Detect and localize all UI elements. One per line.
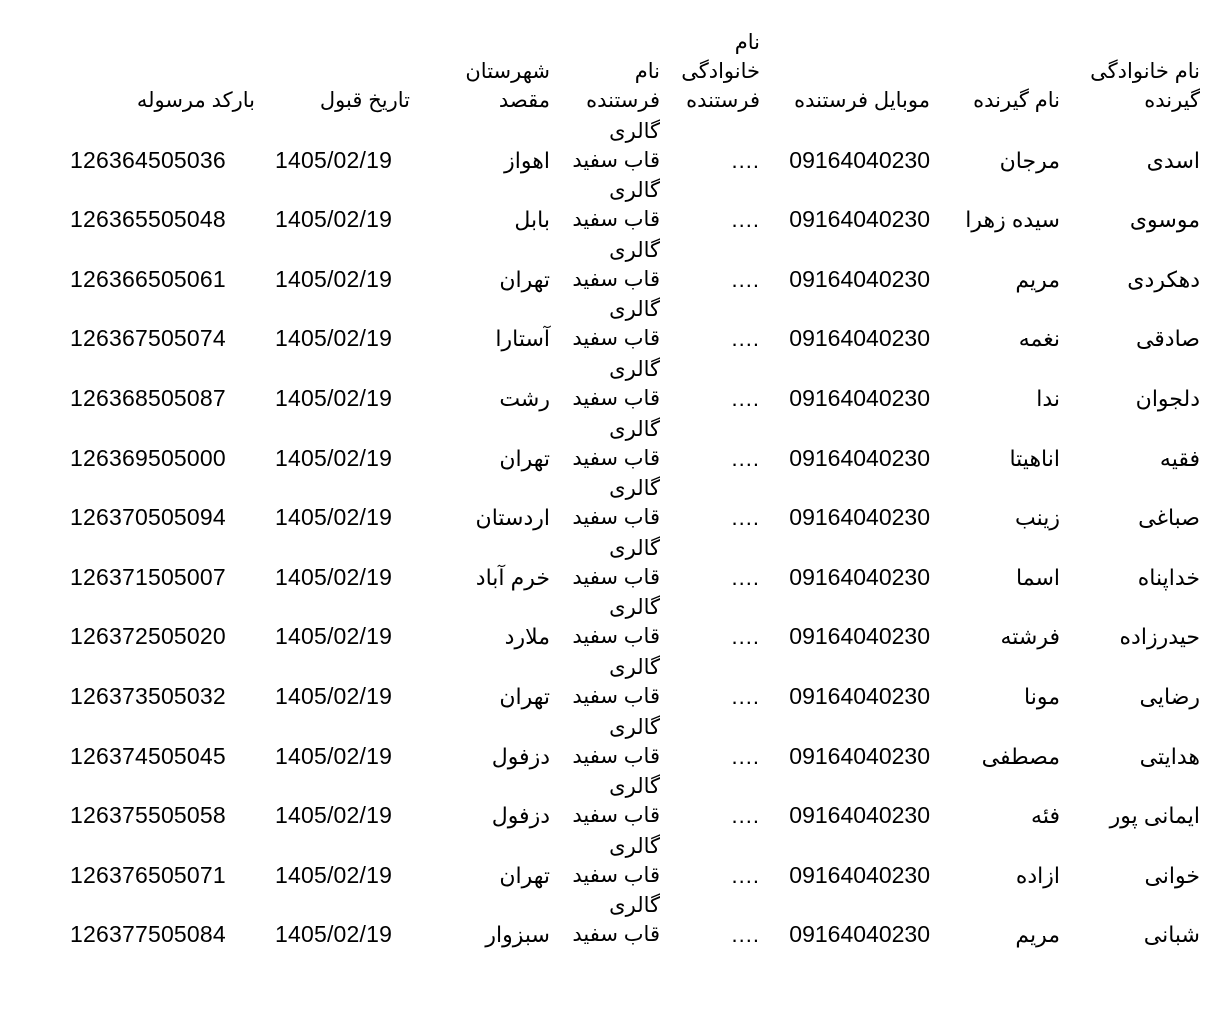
cell-sender-family: .... (731, 624, 760, 650)
header-accept-date: تاریخ قبول (319, 89, 410, 112)
cell-receiver-family: دهکردی (1127, 266, 1200, 292)
cell-accept-date: 1405/02/19 (275, 802, 393, 829)
cell-destination-city: دزفول (491, 803, 550, 829)
cell-sender-mobile: 09164040230 (789, 265, 930, 292)
cell-sender-family: .... (731, 385, 760, 411)
cell-barcode: 126377505084 (70, 921, 226, 948)
header-sender-name: نام فرستنده (586, 60, 660, 112)
cell-accept-date: 1405/02/19 (275, 444, 393, 471)
cell-sender-name: گالری قاب سفید (572, 834, 660, 887)
cell-receiver-family: ایمانی پور (1109, 803, 1200, 829)
cell-receiver-name: مریم (1015, 922, 1060, 948)
cell-destination-city: بابل (514, 207, 550, 233)
cell-sender-family: .... (731, 862, 760, 888)
cell-receiver-family: خداپناه (1137, 564, 1200, 590)
cell-barcode: 126364505036 (70, 146, 226, 173)
header-receiver-name: نام گیرنده (973, 89, 1060, 112)
table-row (60, 890, 1210, 950)
cell-barcode: 126369505000 (70, 444, 226, 471)
table-row (60, 115, 1210, 175)
table-row (60, 711, 1210, 771)
cell-destination-city: تهران (499, 445, 550, 471)
shipments-table (60, 28, 1210, 949)
cell-destination-city: دزفول (491, 743, 550, 769)
cell-destination-city: رشت (499, 385, 550, 411)
cell-destination-city: تهران (499, 266, 550, 292)
cell-accept-date: 1405/02/19 (275, 921, 393, 948)
cell-accept-date: 1405/02/19 (275, 563, 393, 590)
cell-barcode: 126374505045 (70, 742, 226, 769)
table-body (60, 115, 1210, 949)
cell-receiver-name: مرجان (999, 147, 1060, 173)
cell-barcode: 126372505020 (70, 623, 226, 650)
cell-receiver-family: صادقی (1135, 326, 1200, 352)
header-sender-mobile: موبایل فرستنده (794, 89, 930, 112)
cell-sender-mobile: 09164040230 (789, 384, 930, 411)
cell-sender-name: گالری قاب سفید (572, 477, 660, 530)
cell-receiver-family: صباغی (1138, 505, 1200, 531)
cell-accept-date: 1405/02/19 (275, 325, 393, 352)
cell-sender-mobile: 09164040230 (789, 921, 930, 948)
table-row (60, 234, 1210, 294)
cell-accept-date: 1405/02/19 (275, 384, 393, 411)
cell-sender-mobile: 09164040230 (789, 504, 930, 531)
cell-receiver-family: شبانی (1143, 922, 1200, 948)
cell-sender-mobile: 09164040230 (789, 206, 930, 233)
cell-sender-mobile: 09164040230 (789, 563, 930, 590)
cell-sender-family: .... (731, 266, 760, 292)
cell-receiver-name: زینب (1015, 505, 1060, 531)
cell-sender-family: .... (731, 803, 760, 829)
cell-receiver-family: فقیه (1159, 445, 1200, 471)
cell-sender-family: .... (731, 743, 760, 769)
shipments-table-container (60, 28, 1210, 949)
cell-destination-city: اهواز (504, 147, 550, 173)
cell-sender-family: .... (731, 564, 760, 590)
cell-sender-mobile: 09164040230 (789, 742, 930, 769)
header-destination-city: شهرستان مقصد (465, 60, 550, 112)
cell-sender-name: گالری قاب سفید (572, 238, 660, 291)
cell-accept-date: 1405/02/19 (275, 742, 393, 769)
cell-receiver-name: اناهیتا (1009, 445, 1060, 471)
cell-sender-mobile: 09164040230 (789, 682, 930, 709)
header-row (60, 28, 1210, 115)
header-barcode: بارکد مرسوله (136, 89, 255, 112)
cell-receiver-name: اسما (1016, 564, 1060, 590)
cell-sender-family: .... (731, 683, 760, 709)
cell-sender-mobile: 09164040230 (789, 802, 930, 829)
cell-sender-name: گالری قاب سفید (572, 119, 660, 172)
cell-barcode: 126366505061 (70, 265, 226, 292)
cell-receiver-name: مصطفی (981, 743, 1060, 769)
cell-destination-city: خرم آباد (475, 564, 550, 590)
table-row (60, 592, 1210, 652)
cell-sender-mobile: 09164040230 (789, 325, 930, 352)
cell-sender-family: .... (731, 922, 760, 948)
table-row (60, 294, 1210, 354)
table-row (60, 175, 1210, 235)
cell-receiver-family: رضایی (1139, 683, 1200, 709)
cell-receiver-family: هدایتی (1139, 743, 1200, 769)
header-receiver-family: نام خانوادگی گیرنده (1090, 60, 1200, 112)
table-row (60, 771, 1210, 831)
cell-receiver-name: فرشته (1000, 624, 1060, 650)
table-row (60, 473, 1210, 533)
cell-accept-date: 1405/02/19 (275, 682, 393, 709)
cell-receiver-name: فئه (1031, 803, 1060, 829)
cell-destination-city: آستارا (495, 326, 550, 352)
cell-destination-city: تهران (499, 683, 550, 709)
cell-receiver-family: موسوی (1129, 207, 1200, 233)
cell-sender-family: .... (731, 326, 760, 352)
cell-receiver-name: ازاده (1015, 862, 1060, 888)
cell-sender-family: .... (731, 207, 760, 233)
cell-barcode: 126375505058 (70, 802, 226, 829)
cell-accept-date: 1405/02/19 (275, 206, 393, 233)
cell-barcode: 126367505074 (70, 325, 226, 352)
cell-barcode: 126368505087 (70, 384, 226, 411)
table-row (60, 353, 1210, 413)
cell-sender-name: گالری قاب سفید (572, 357, 660, 410)
cell-sender-mobile: 09164040230 (789, 861, 930, 888)
cell-sender-name: گالری قاب سفید (572, 417, 660, 470)
cell-destination-city: اردستان (475, 505, 550, 531)
cell-barcode: 126365505048 (70, 206, 226, 233)
cell-sender-family: .... (731, 505, 760, 531)
table-row (60, 651, 1210, 711)
cell-destination-city: سبزوار (485, 922, 550, 948)
cell-receiver-name: ندا (1036, 385, 1060, 411)
cell-sender-name: گالری قاب سفید (572, 298, 660, 351)
cell-barcode: 126373505032 (70, 682, 226, 709)
cell-sender-name: گالری قاب سفید (572, 655, 660, 708)
cell-receiver-family: دلجوان (1135, 385, 1200, 411)
cell-barcode: 126370505094 (70, 504, 226, 531)
cell-receiver-family: خوانی (1144, 862, 1200, 888)
cell-sender-name: گالری قاب سفید (572, 536, 660, 589)
cell-destination-city: ملارد (504, 624, 550, 650)
cell-sender-name: گالری قاب سفید (572, 179, 660, 232)
cell-sender-family: .... (731, 147, 760, 173)
cell-accept-date: 1405/02/19 (275, 861, 393, 888)
cell-accept-date: 1405/02/19 (275, 504, 393, 531)
cell-receiver-family: حیدرزاده (1119, 624, 1200, 650)
cell-accept-date: 1405/02/19 (275, 265, 393, 292)
cell-sender-family: .... (731, 445, 760, 471)
cell-destination-city: تهران (499, 862, 550, 888)
cell-sender-name: گالری قاب سفید (572, 596, 660, 649)
cell-receiver-name: مریم (1015, 266, 1060, 292)
cell-receiver-family: اسدی (1146, 147, 1200, 173)
table-row (60, 830, 1210, 890)
cell-receiver-name: سیده زهرا (965, 207, 1060, 233)
table-row (60, 532, 1210, 592)
cell-accept-date: 1405/02/19 (275, 623, 393, 650)
cell-sender-mobile: 09164040230 (789, 146, 930, 173)
cell-barcode: 126371505007 (70, 563, 226, 590)
cell-sender-name: گالری قاب سفید (572, 894, 660, 947)
cell-sender-name: گالری قاب سفید (572, 775, 660, 828)
cell-barcode: 126376505071 (70, 861, 226, 888)
cell-receiver-name: نغمه (1018, 326, 1060, 352)
cell-receiver-name: مونا (1024, 683, 1060, 709)
cell-sender-mobile: 09164040230 (789, 623, 930, 650)
table-row (60, 413, 1210, 473)
cell-sender-mobile: 09164040230 (789, 444, 930, 471)
header-sender-family: نام خانوادگی فرستنده (681, 31, 760, 112)
cell-accept-date: 1405/02/19 (275, 146, 393, 173)
cell-sender-name: گالری قاب سفید (572, 715, 660, 768)
